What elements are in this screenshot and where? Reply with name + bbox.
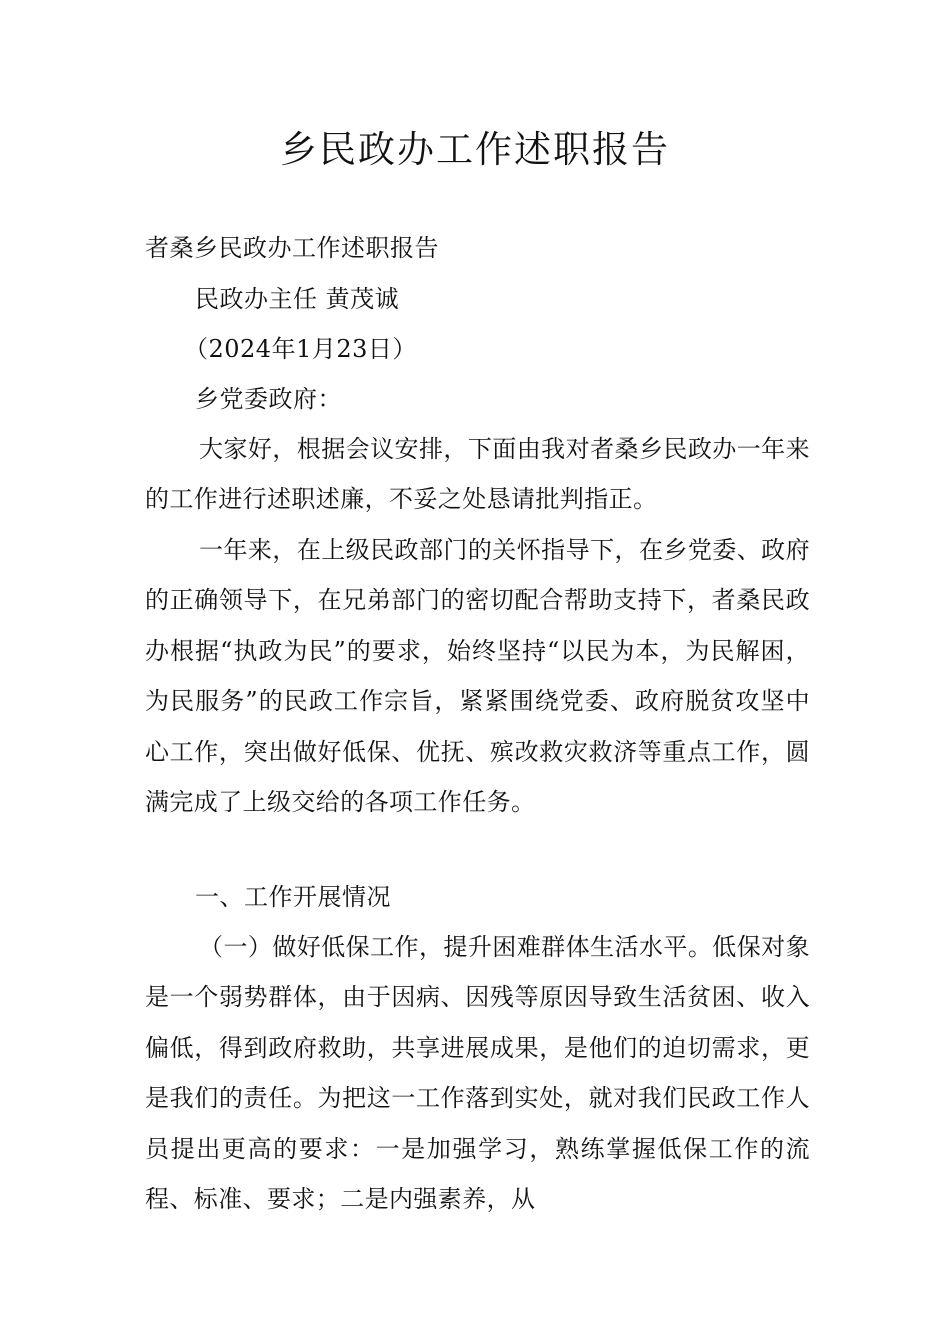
- page-title: 乡民政办工作述职报告: [280, 128, 670, 171]
- section-paragraph: （一）做好低保工作，提升困难群体生活水平。低保对象是一个弱势群体，由于因病、因残等原因导致生活贫困、收入偏低，得到政府救助，共享进展成果，是他们的迫切需求，更是我们的责任。为把这一工作落到实处，就对我们民政工作人员提出更高的要求：一是加强学习，熟练掌握低保工作的流程、标准、要求；二是内强素养，从: [145, 933, 810, 1214]
- section-heading: 一、工作开展情况: [195, 883, 391, 911]
- salutation: 乡党委政府：: [195, 385, 342, 413]
- author-line: 民政办主任 黄茂诚: [195, 285, 400, 313]
- intro-paragraph: 大家好，根据会议安排，下面由我对者桑乡民政办一年来的工作进行述职述廉，不妥之处恳请批判指正。: [145, 435, 810, 514]
- document-subtitle: 者桑乡民政办工作述职报告: [145, 234, 439, 262]
- summary-paragraph: 一年来，在上级民政部门的关怀指导下，在乡党委、政府的正确领导下，在兄弟部门的密切配合帮助支持下，者桑民政办根据“执政为民”的要求，始终坚持“以民为本，为民解困，为民服务”的民政工作宗旨，紧紧围绕党委、政府脱贫攻坚中心工作，突出做好低保、优抚、殡改救灾救济等重点工作，圆满完成了上级交给的各项工作任务。: [145, 536, 810, 817]
- date-line: （2024年1月23日）: [184, 335, 417, 363]
